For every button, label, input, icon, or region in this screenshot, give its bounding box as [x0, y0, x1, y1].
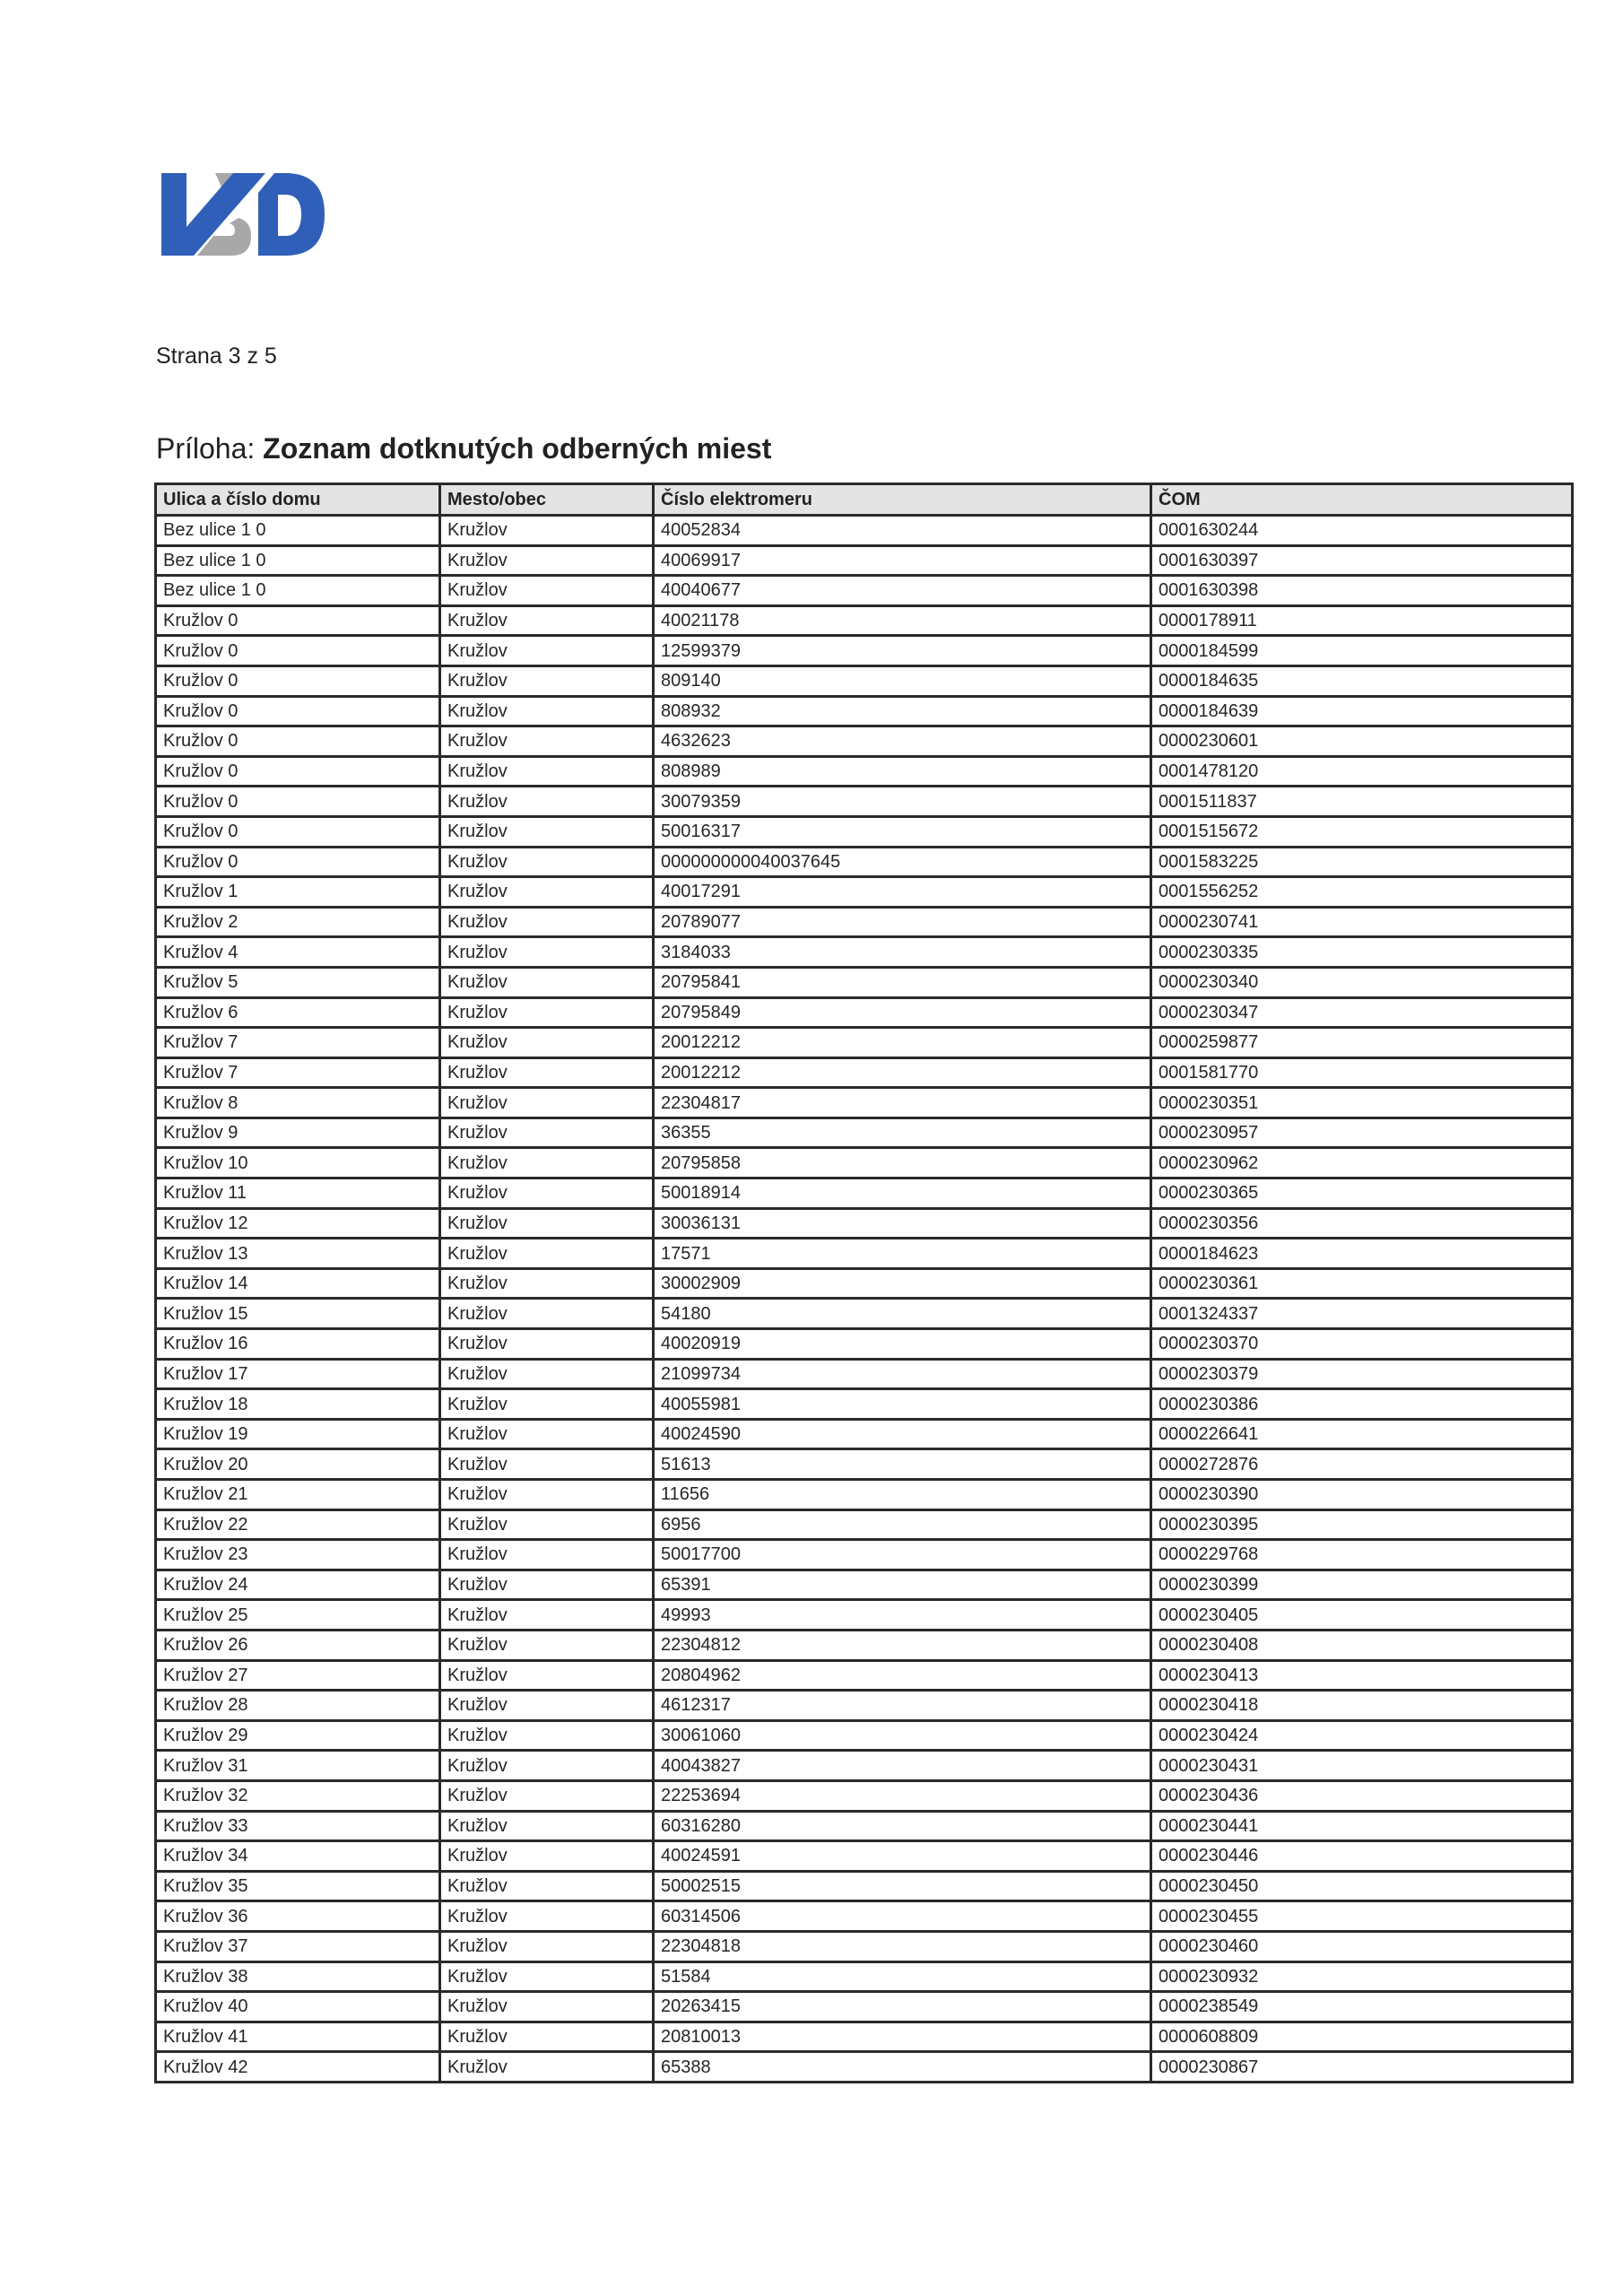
- cell-meter-number: 49993: [654, 1600, 1151, 1631]
- cell-com: 0000230390: [1151, 1480, 1573, 1510]
- table-row: [156, 847, 1573, 877]
- table-row: [156, 1509, 1573, 1540]
- cell-city: Kružlov: [440, 1329, 654, 1360]
- cell-city: Kružlov: [440, 1480, 654, 1510]
- cell-street: Kružlov 11: [156, 1178, 440, 1209]
- cell-com: 0000230601: [1151, 726, 1573, 757]
- cell-street: Kružlov 27: [156, 1660, 440, 1691]
- cell-com: 0000230340: [1151, 967, 1573, 997]
- table-row: [156, 1630, 1573, 1660]
- cell-city: Kružlov: [440, 726, 654, 757]
- cell-com: 0000230418: [1151, 1691, 1573, 1721]
- cell-city: Kružlov: [440, 1992, 654, 2022]
- table-row: [156, 1329, 1573, 1360]
- cell-meter-number: 36355: [654, 1118, 1151, 1148]
- table-row: [156, 1299, 1573, 1329]
- cell-meter-number: 20795849: [654, 997, 1151, 1028]
- cell-street: Kružlov 12: [156, 1208, 440, 1239]
- cell-meter-number: 50016317: [654, 816, 1151, 847]
- cell-city: Kružlov: [440, 997, 654, 1028]
- cell-city: Kružlov: [440, 1299, 654, 1329]
- cell-street: Kružlov 7: [156, 1028, 440, 1058]
- cell-street: Kružlov 7: [156, 1057, 440, 1088]
- table-row: [156, 1057, 1573, 1088]
- cell-street: Kružlov 9: [156, 1118, 440, 1148]
- cell-city: Kružlov: [440, 1780, 654, 1811]
- cell-city: Kružlov: [440, 1811, 654, 1841]
- cell-meter-number: 20789077: [654, 907, 1151, 937]
- cell-city: Kružlov: [440, 1961, 654, 1992]
- cell-com: 0001583225: [1151, 847, 1573, 877]
- cell-meter-number: 4632623: [654, 726, 1151, 757]
- cell-street: Kružlov 8: [156, 1088, 440, 1118]
- cell-meter-number: 50002515: [654, 1871, 1151, 1901]
- cell-city: Kružlov: [440, 1359, 654, 1389]
- cell-street: Bez ulice 1 0: [156, 545, 440, 576]
- cell-com: 0000230395: [1151, 1509, 1573, 1540]
- cell-city: Kružlov: [440, 1057, 654, 1088]
- cell-meter-number: 000000000040037645: [654, 847, 1151, 877]
- table-row: [156, 1570, 1573, 1600]
- cell-meter-number: 50018914: [654, 1178, 1151, 1209]
- cell-street: Kružlov 40: [156, 1992, 440, 2022]
- cell-street: Kružlov 34: [156, 1841, 440, 1872]
- cell-city: Kružlov: [440, 2052, 654, 2083]
- table-row: [156, 1901, 1573, 1932]
- cell-street: Kružlov 24: [156, 1570, 440, 1600]
- cell-meter-number: 30036131: [654, 1208, 1151, 1239]
- cell-street: Bez ulice 1 0: [156, 516, 440, 546]
- cell-street: Kružlov 42: [156, 2052, 440, 2083]
- affected-supply-points-table: [154, 483, 1574, 2083]
- table-row: [156, 696, 1573, 726]
- cell-street: Kružlov 14: [156, 1268, 440, 1299]
- cell-com: 0000230867: [1151, 2052, 1573, 2083]
- cell-city: Kružlov: [440, 1208, 654, 1239]
- table-row: [156, 877, 1573, 908]
- cell-street: Kružlov 23: [156, 1540, 440, 1570]
- table-row: [156, 1871, 1573, 1901]
- title-prefix: Príloha:: [156, 432, 264, 465]
- page-title: [156, 432, 771, 465]
- table-row: [156, 1841, 1573, 1872]
- cell-city: Kružlov: [440, 1540, 654, 1570]
- table-row: [156, 2022, 1573, 2052]
- cell-street: Kružlov 0: [156, 847, 440, 877]
- table-row: [156, 1811, 1573, 1841]
- cell-street: Kružlov 0: [156, 726, 440, 757]
- cell-com: 0000230351: [1151, 1088, 1573, 1118]
- cell-com: 0000226641: [1151, 1419, 1573, 1449]
- table-row: [156, 1480, 1573, 1510]
- cell-com: 0000184599: [1151, 636, 1573, 666]
- table-row: [156, 1931, 1573, 1961]
- cell-city: Kružlov: [440, 545, 654, 576]
- cell-meter-number: 30002909: [654, 1268, 1151, 1299]
- table-row: [156, 1449, 1573, 1480]
- cell-city: Kružlov: [440, 1600, 654, 1631]
- cell-com: 0000230379: [1151, 1359, 1573, 1389]
- cell-city: Kružlov: [440, 1268, 654, 1299]
- cell-meter-number: 21099734: [654, 1359, 1151, 1389]
- cell-meter-number: 40017291: [654, 877, 1151, 908]
- cell-street: Kružlov 31: [156, 1751, 440, 1781]
- cell-com: 0000230957: [1151, 1118, 1573, 1148]
- cell-city: Kružlov: [440, 756, 654, 787]
- cell-com: 0000230741: [1151, 907, 1573, 937]
- cell-city: Kružlov: [440, 1239, 654, 1269]
- cell-com: 0000259877: [1151, 1028, 1573, 1058]
- cell-com: 0000184623: [1151, 1239, 1573, 1269]
- cell-street: Kružlov 28: [156, 1691, 440, 1721]
- cell-city: Kružlov: [440, 1088, 654, 1118]
- cell-com: 0000230932: [1151, 1961, 1573, 1992]
- title-text: Zoznam dotknutých odberných miest: [263, 432, 772, 465]
- cell-meter-number: 20795858: [654, 1148, 1151, 1178]
- page-indicator: Strana 3 z 5: [156, 344, 277, 369]
- table-row: [156, 516, 1573, 546]
- cell-meter-number: 17571: [654, 1239, 1151, 1269]
- table-row: [156, 636, 1573, 666]
- cell-com: 0000230446: [1151, 1841, 1573, 1872]
- table-row: [156, 1720, 1573, 1751]
- table-row: [156, 605, 1573, 636]
- cell-meter-number: 54180: [654, 1299, 1151, 1329]
- table-row: [156, 787, 1573, 817]
- table-row: [156, 2052, 1573, 2083]
- cell-meter-number: 30061060: [654, 1720, 1151, 1751]
- cell-street: Kružlov 35: [156, 1871, 440, 1901]
- cell-street: Kružlov 0: [156, 636, 440, 666]
- table-row: [156, 1239, 1573, 1269]
- cell-city: Kružlov: [440, 696, 654, 726]
- table-row: [156, 756, 1573, 787]
- cell-city: Kružlov: [440, 937, 654, 968]
- table-row: [156, 1540, 1573, 1570]
- vsd-logo-icon: [160, 166, 326, 263]
- cell-com: 0000230431: [1151, 1751, 1573, 1781]
- cell-city: Kružlov: [440, 1871, 654, 1901]
- cell-com: 0000230460: [1151, 1931, 1573, 1961]
- cell-com: 0000230424: [1151, 1720, 1573, 1751]
- cell-meter-number: 22304818: [654, 1931, 1151, 1961]
- cell-street: Bez ulice 1 0: [156, 576, 440, 606]
- cell-city: Kružlov: [440, 907, 654, 937]
- cell-city: Kružlov: [440, 1901, 654, 1932]
- cell-com: 0000230361: [1151, 1268, 1573, 1299]
- cell-meter-number: 20810013: [654, 2022, 1151, 2052]
- cell-street: Kružlov 20: [156, 1449, 440, 1480]
- cell-street: Kružlov 17: [156, 1359, 440, 1389]
- cell-city: Kružlov: [440, 1660, 654, 1691]
- table-row: [156, 1268, 1573, 1299]
- header-city: Mesto/obec: [440, 484, 654, 516]
- cell-street: Kružlov 0: [156, 787, 440, 817]
- cell-meter-number: 30079359: [654, 787, 1151, 817]
- cell-city: Kružlov: [440, 1630, 654, 1660]
- cell-com: 0001630397: [1151, 545, 1573, 576]
- cell-city: Kružlov: [440, 665, 654, 696]
- cell-com: 0000230386: [1151, 1389, 1573, 1420]
- cell-city: Kružlov: [440, 2022, 654, 2052]
- cell-com: 0000230365: [1151, 1178, 1573, 1209]
- cell-city: Kružlov: [440, 1028, 654, 1058]
- cell-city: Kružlov: [440, 1691, 654, 1721]
- cell-street: Kružlov 16: [156, 1329, 440, 1360]
- cell-street: Kružlov 0: [156, 665, 440, 696]
- cell-com: 0000230455: [1151, 1901, 1573, 1932]
- cell-meter-number: 51613: [654, 1449, 1151, 1480]
- cell-street: Kružlov 1: [156, 877, 440, 908]
- table-row: [156, 1660, 1573, 1691]
- cell-com: 0001511837: [1151, 787, 1573, 817]
- cell-meter-number: 50017700: [654, 1540, 1151, 1570]
- table-row: [156, 545, 1573, 576]
- cell-meter-number: 40024590: [654, 1419, 1151, 1449]
- cell-com: 0000178911: [1151, 605, 1573, 636]
- cell-city: Kružlov: [440, 605, 654, 636]
- cell-com: 0000230413: [1151, 1660, 1573, 1691]
- cell-street: Kružlov 18: [156, 1389, 440, 1420]
- table-row: [156, 816, 1573, 847]
- cell-com: 0000230347: [1151, 997, 1573, 1028]
- cell-meter-number: 40020919: [654, 1329, 1151, 1360]
- table-row: [156, 1148, 1573, 1178]
- cell-city: Kružlov: [440, 1178, 654, 1209]
- cell-street: Kružlov 21: [156, 1480, 440, 1510]
- cell-com: 0001478120: [1151, 756, 1573, 787]
- cell-com: 0001630398: [1151, 576, 1573, 606]
- cell-meter-number: 809140: [654, 665, 1151, 696]
- cell-city: Kružlov: [440, 877, 654, 908]
- table-row: [156, 1359, 1573, 1389]
- cell-com: 0000608809: [1151, 2022, 1573, 2052]
- cell-meter-number: 60314506: [654, 1901, 1151, 1932]
- cell-city: Kružlov: [440, 1751, 654, 1781]
- cell-street: Kružlov 4: [156, 937, 440, 968]
- cell-com: 0000184635: [1151, 665, 1573, 696]
- table-row: [156, 726, 1573, 757]
- cell-street: Kružlov 32: [156, 1780, 440, 1811]
- table-row: [156, 1992, 1573, 2022]
- table-row: [156, 1961, 1573, 1992]
- cell-meter-number: 51584: [654, 1961, 1151, 1992]
- cell-meter-number: 808932: [654, 696, 1151, 726]
- cell-city: Kružlov: [440, 1570, 654, 1600]
- table-header-row: [156, 484, 1573, 516]
- table-row: [156, 576, 1573, 606]
- table-row: [156, 1028, 1573, 1058]
- cell-meter-number: 20012212: [654, 1028, 1151, 1058]
- cell-meter-number: 808989: [654, 756, 1151, 787]
- table-row: [156, 1389, 1573, 1420]
- cell-street: Kružlov 36: [156, 1901, 440, 1932]
- cell-street: Kružlov 41: [156, 2022, 440, 2052]
- table-row: [156, 997, 1573, 1028]
- cell-meter-number: 40055981: [654, 1389, 1151, 1420]
- cell-com: 0000230450: [1151, 1871, 1573, 1901]
- cell-com: 0001515672: [1151, 816, 1573, 847]
- cell-city: Kružlov: [440, 1389, 654, 1420]
- table-row: [156, 1208, 1573, 1239]
- cell-city: Kružlov: [440, 1720, 654, 1751]
- cell-city: Kružlov: [440, 1419, 654, 1449]
- cell-city: Kružlov: [440, 636, 654, 666]
- cell-street: Kružlov 2: [156, 907, 440, 937]
- cell-street: Kružlov 26: [156, 1630, 440, 1660]
- table-row: [156, 1419, 1573, 1449]
- cell-street: Kružlov 29: [156, 1720, 440, 1751]
- cell-city: Kružlov: [440, 1931, 654, 1961]
- cell-meter-number: 11656: [654, 1480, 1151, 1510]
- cell-com: 0000230408: [1151, 1630, 1573, 1660]
- cell-street: Kružlov 33: [156, 1811, 440, 1841]
- cell-city: Kružlov: [440, 967, 654, 997]
- cell-meter-number: 40021178: [654, 605, 1151, 636]
- header-street: Ulica a číslo domu: [156, 484, 440, 516]
- cell-com: 0000272876: [1151, 1449, 1573, 1480]
- cell-com: 0000229768: [1151, 1540, 1573, 1570]
- table-row: [156, 907, 1573, 937]
- cell-com: 0000184639: [1151, 696, 1573, 726]
- cell-com: 0001581770: [1151, 1057, 1573, 1088]
- cell-com: 0000230399: [1151, 1570, 1573, 1600]
- cell-city: Kružlov: [440, 787, 654, 817]
- cell-com: 0001324337: [1151, 1299, 1573, 1329]
- cell-meter-number: 12599379: [654, 636, 1151, 666]
- cell-street: Kružlov 13: [156, 1239, 440, 1269]
- cell-street: Kružlov 0: [156, 605, 440, 636]
- cell-meter-number: 40052834: [654, 516, 1151, 546]
- cell-com: 0000230370: [1151, 1329, 1573, 1360]
- cell-meter-number: 3184033: [654, 937, 1151, 968]
- cell-street: Kružlov 10: [156, 1148, 440, 1178]
- cell-meter-number: 40040677: [654, 576, 1151, 606]
- cell-city: Kružlov: [440, 816, 654, 847]
- cell-meter-number: 40024591: [654, 1841, 1151, 1872]
- cell-city: Kružlov: [440, 1148, 654, 1178]
- cell-city: Kružlov: [440, 1118, 654, 1148]
- cell-city: Kružlov: [440, 1449, 654, 1480]
- table-row: [156, 1600, 1573, 1631]
- cell-com: 0000238549: [1151, 1992, 1573, 2022]
- table-row: [156, 1088, 1573, 1118]
- table-row: [156, 1751, 1573, 1781]
- cell-com: 0000230962: [1151, 1148, 1573, 1178]
- cell-city: Kružlov: [440, 516, 654, 546]
- table-row: [156, 1178, 1573, 1209]
- cell-street: Kružlov 0: [156, 816, 440, 847]
- cell-meter-number: 22304812: [654, 1630, 1151, 1660]
- cell-meter-number: 20012212: [654, 1057, 1151, 1088]
- cell-street: Kružlov 6: [156, 997, 440, 1028]
- cell-com: 0001630244: [1151, 516, 1573, 546]
- cell-street: Kružlov 0: [156, 756, 440, 787]
- cell-com: 0000230335: [1151, 937, 1573, 968]
- cell-city: Kružlov: [440, 576, 654, 606]
- cell-meter-number: 65391: [654, 1570, 1151, 1600]
- cell-meter-number: 4612317: [654, 1691, 1151, 1721]
- cell-com: 0001556252: [1151, 877, 1573, 908]
- table-row: [156, 967, 1573, 997]
- table-row: [156, 1780, 1573, 1811]
- header-com: ČOM: [1151, 484, 1573, 516]
- cell-meter-number: 22304817: [654, 1088, 1151, 1118]
- table-row: [156, 1691, 1573, 1721]
- cell-meter-number: 20804962: [654, 1660, 1151, 1691]
- cell-city: Kružlov: [440, 1841, 654, 1872]
- cell-street: Kružlov 22: [156, 1509, 440, 1540]
- table-row: [156, 665, 1573, 696]
- cell-street: Kružlov 19: [156, 1419, 440, 1449]
- cell-street: Kružlov 25: [156, 1600, 440, 1631]
- cell-com: 0000230436: [1151, 1780, 1573, 1811]
- cell-meter-number: 65388: [654, 2052, 1151, 2083]
- cell-meter-number: 20263415: [654, 1992, 1151, 2022]
- table-row: [156, 1118, 1573, 1148]
- cell-meter-number: 22253694: [654, 1780, 1151, 1811]
- cell-meter-number: 6956: [654, 1509, 1151, 1540]
- cell-street: Kružlov 5: [156, 967, 440, 997]
- cell-street: Kružlov 15: [156, 1299, 440, 1329]
- cell-com: 0000230356: [1151, 1208, 1573, 1239]
- cell-meter-number: 20795841: [654, 967, 1151, 997]
- cell-com: 0000230441: [1151, 1811, 1573, 1841]
- cell-meter-number: 40069917: [654, 545, 1151, 576]
- cell-street: Kružlov 38: [156, 1961, 440, 1992]
- cell-street: Kružlov 0: [156, 696, 440, 726]
- table-row: [156, 937, 1573, 968]
- cell-street: Kružlov 37: [156, 1931, 440, 1961]
- cell-com: 0000230405: [1151, 1600, 1573, 1631]
- header-meter-number: Číslo elektromeru: [654, 484, 1151, 516]
- cell-city: Kružlov: [440, 1509, 654, 1540]
- cell-city: Kružlov: [440, 847, 654, 877]
- cell-meter-number: 60316280: [654, 1811, 1151, 1841]
- cell-meter-number: 40043827: [654, 1751, 1151, 1781]
